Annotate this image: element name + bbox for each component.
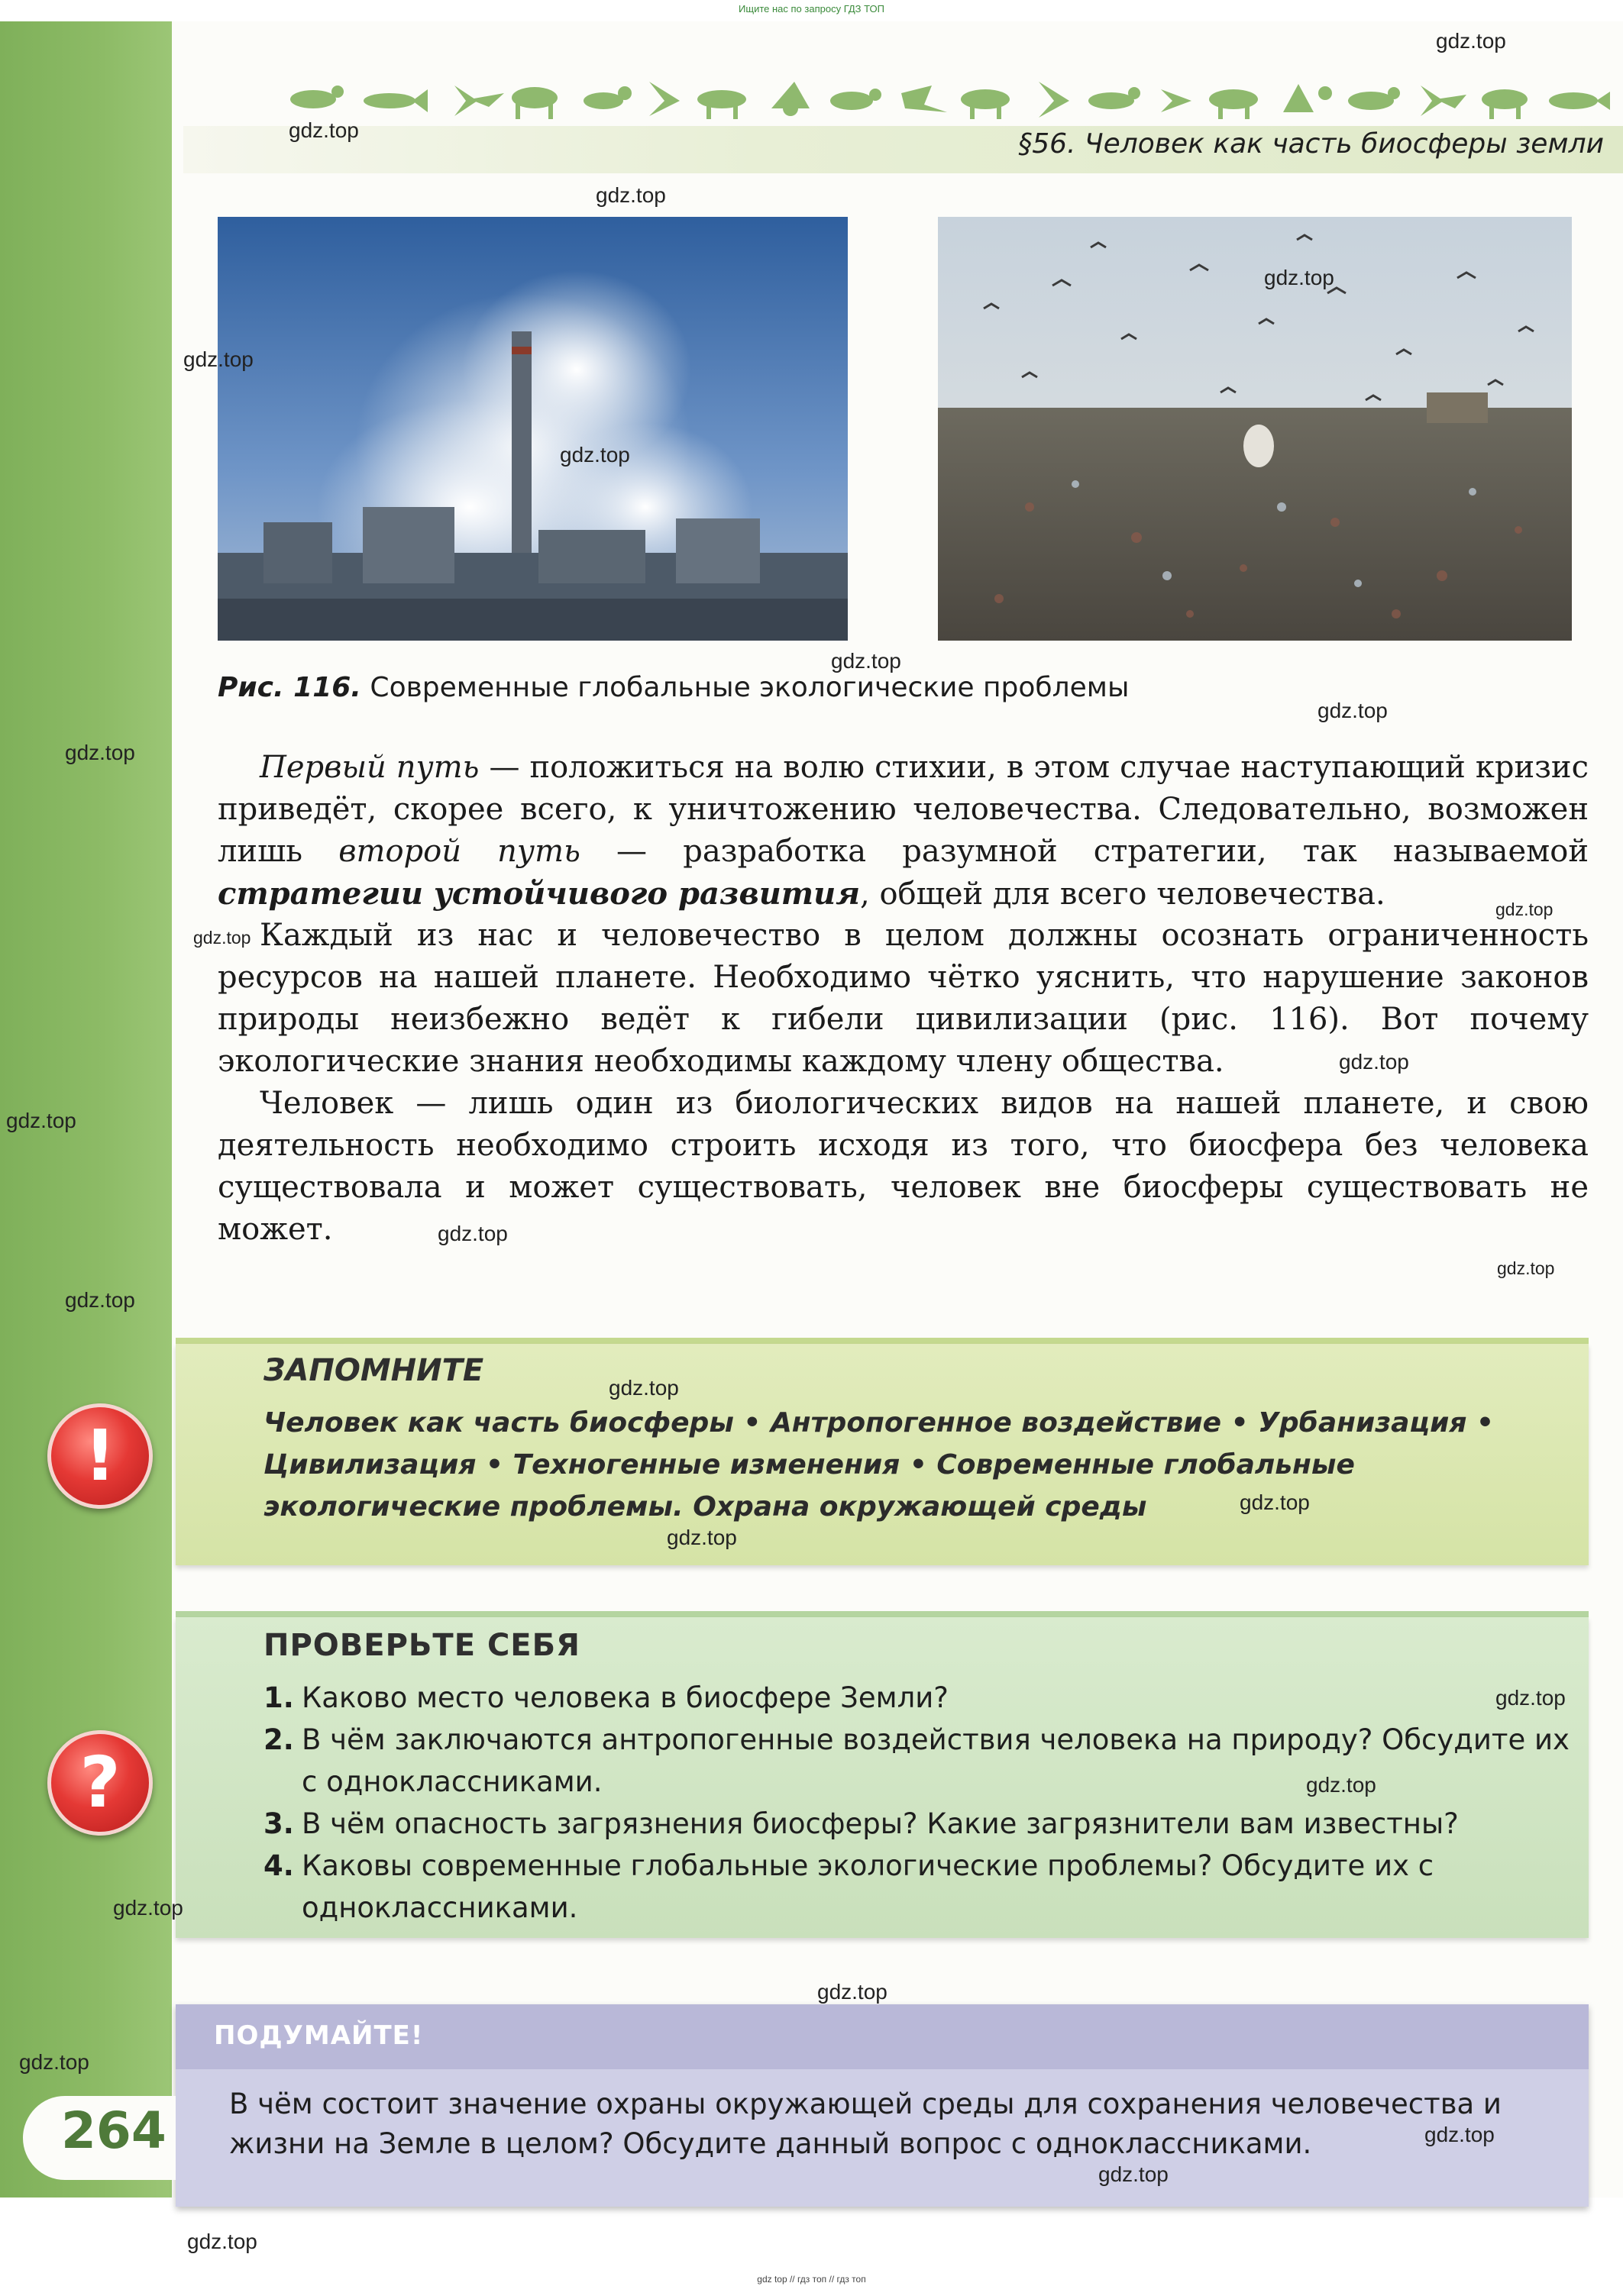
question-text: В чём заключаются антропогенные воздействия человека на природу? Обсудите их с одноклассниками. [302, 1723, 1570, 1798]
question-text: В чём опасность загрязнения биосферы? Какие загрязнители вам известны? [302, 1807, 1459, 1840]
question-number: 1. [263, 1681, 294, 1714]
watermark: gdz.top [1424, 2123, 1495, 2146]
animal-silhouette-icon [1088, 87, 1140, 109]
question-text: Каковы современные глобальные экологические проблемы? Обсудите их с одноклассниками. [302, 1849, 1434, 1924]
animal-silhouette-icon [901, 86, 947, 112]
watermark: gdz.top [1098, 2162, 1169, 2186]
paragraph-resources: Каждый из нас и человечество в целом должны осознать ограниченность ресурсов на нашей планете. Необходимо чётко уяснить, что нарушение законов природы неизбежно ведёт к гибели цивилизации (рис. 116). Вот почему экологические знания необходимы каждому члену общества. [218, 918, 1589, 1079]
watermark: gdz.top [560, 443, 630, 467]
watermark: gdz.top [1497, 1258, 1555, 1278]
animal-silhouette-icon [1421, 86, 1466, 116]
question-item [263, 1803, 1570, 1845]
animal-silhouette-icon [830, 89, 881, 110]
watermark: gdz.top [187, 2230, 257, 2253]
question-icon: ? [47, 1730, 153, 1836]
watermark: gdz.top [1495, 1686, 1566, 1710]
animal-silhouette-icon [1549, 92, 1610, 110]
exclamation-icon: ! [47, 1403, 153, 1509]
animal-silhouette-icon [290, 86, 344, 108]
watermark: gdz.top [1240, 1490, 1310, 1514]
watermark: gdz.top [1264, 266, 1334, 289]
watermark: gdz.top [19, 2050, 89, 2074]
term-sustainable-development: стратегии устойчивого развития [218, 876, 861, 912]
watermark: gdz.top [113, 1896, 183, 1920]
watermark: gdz.top [65, 1288, 135, 1312]
watermark: gdz.top [1495, 899, 1553, 919]
remember-title: ЗАПОМНИТЕ [263, 1353, 484, 1388]
page-number: 264 [61, 2101, 167, 2160]
watermark: gdz.top [1306, 1773, 1376, 1797]
animal-silhouette-icon [454, 86, 504, 116]
watermark: gdz.top [596, 183, 666, 207]
section-title: §56. Человек как часть биосферы земли [1018, 128, 1604, 160]
animal-silhouette-icon [1039, 82, 1069, 118]
term-second-way: второй путь [338, 834, 580, 869]
check-title: ПРОВЕРЬТЕ СЕБЯ [263, 1628, 580, 1663]
remember-keywords: Человек как часть биосферы • Антропогенное воздействие • Урбанизация • Цивилизация • Техногенные изменения • Современные глобальные экологические проблемы. Охрана окружающей среды [263, 1407, 1494, 1523]
animal-silhouette-icon [364, 89, 428, 112]
watermark: gdz.top [817, 1980, 887, 2004]
question-item [263, 1845, 1570, 1929]
bottom-note: gdz top // гдз топ // гдз топ [757, 2274, 866, 2285]
think-question: В чём состоит значение охраны окружающей среды для сохранения человечества и жизни на Земле в целом? Обсудите данный вопрос с одноклассниками. [229, 2088, 1502, 2160]
watermark: gdz.top [289, 118, 359, 142]
question-item [263, 1677, 1570, 1719]
animal-silhouette-icon [697, 90, 746, 119]
figure-caption-number: Рис. 116. [218, 672, 361, 703]
question-number: 4. [263, 1849, 294, 1882]
term-first-way: Первый путь [260, 750, 480, 785]
animal-silhouette-icon [771, 82, 810, 116]
watermark: gdz.top [1339, 1050, 1409, 1074]
watermark: gdz.top [609, 1376, 679, 1400]
paragraph-text: — разработка разумной стратегии, так называемой [580, 834, 1589, 869]
question-text: Каково место человека в биосфере Земли? [302, 1681, 949, 1714]
watermark: gdz.top [65, 741, 135, 764]
animal-frieze [283, 70, 1612, 124]
animal-silhouette-icon [1209, 89, 1258, 119]
question-number: 3. [263, 1807, 294, 1840]
paragraph-first-way [218, 747, 1589, 915]
animal-silhouette-icon [649, 82, 680, 116]
question-number: 2. [263, 1723, 294, 1756]
animal-silhouette-icon [1482, 89, 1528, 119]
bleed-through-texture [938, 217, 1587, 641]
animal-silhouette-icon [584, 86, 632, 109]
watermark: gdz.top [1436, 29, 1506, 53]
watermark: gdz.top [183, 347, 254, 371]
top-note: Ищите нас по запросу ГДЗ ТОП [739, 3, 884, 15]
watermark: gdz.top [831, 649, 901, 673]
animal-silhouette-icon [512, 87, 558, 119]
watermark: gdz.top [438, 1222, 508, 1245]
watermark: gdz.top [193, 928, 251, 948]
watermark: gdz.top [6, 1109, 76, 1132]
paragraph-human-species: Человек — лишь один из биологических видов на нашей планете, и свою деятельность необходимо строить исходя из того, что биосфера без человека существовала и может существовать, человек вне биосферы существовать не может. [218, 1086, 1589, 1247]
animal-silhouette-icon [1283, 84, 1332, 112]
paragraph-text: , общей для всего человечества. [860, 877, 1385, 912]
animal-silhouette-icon [1161, 89, 1191, 112]
animal-silhouette-icon [961, 89, 1010, 119]
think-title: ПОДУМАЙТЕ! [214, 2020, 424, 2051]
photo-industrial-pollution [218, 217, 848, 641]
watermark: gdz.top [1317, 699, 1388, 722]
question-list [263, 1677, 1570, 1929]
figure-caption [218, 672, 1129, 703]
figure-caption-text: Современные глобальные экологические проблемы [360, 672, 1130, 703]
paragraph-text: — положиться на волю стихии, в этом случае наступающий кризис приведёт, скорее всего, к уничтожению человечества. Следовательно, возможен лишь [218, 750, 1589, 869]
animal-silhouette-icon [1348, 87, 1400, 110]
watermark: gdz.top [667, 1526, 737, 1549]
